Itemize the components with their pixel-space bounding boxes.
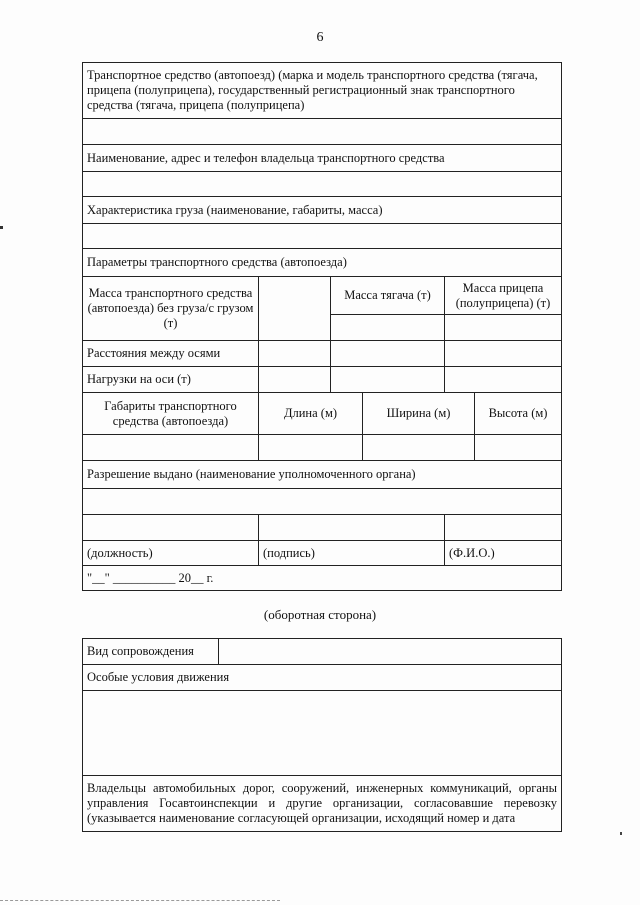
- cargo-label: Характеристика груза (наименование, габариты, масса): [83, 197, 562, 224]
- owners-approval-text: Владельцы автомобильных дорог, сооружений, инженерных коммуникаций, органы управления Госавтоинспекции и другие организации, согласовавшие перевозку (указывается наименование согласующей организации, исходящий номер и дата: [83, 776, 562, 832]
- vehicle-field[interactable]: [83, 119, 562, 145]
- axle-load-field-3[interactable]: [445, 367, 562, 393]
- scan-artifact: [620, 832, 622, 835]
- tractor-mass-label: Масса тягача (т): [331, 277, 445, 315]
- tractor-mass-field[interactable]: [331, 315, 445, 341]
- signature-label: (подпись): [259, 541, 445, 566]
- page-bottom-edge: [0, 900, 280, 901]
- escort-label: Вид сопровождения: [83, 639, 219, 665]
- permit-field[interactable]: [83, 489, 562, 515]
- cargo-field[interactable]: [83, 224, 562, 249]
- vehicle-label: Транспортное средство (автопоезд) (марка и модель транспортного средства (тягача, прицепа (полуприцепа), государственный регистрационный знак транспортного средства (тягача, прицепа (полуприцепа): [83, 63, 562, 119]
- signature-field[interactable]: [259, 515, 445, 541]
- trailer-mass-field[interactable]: [445, 315, 562, 341]
- length-field[interactable]: [259, 435, 363, 461]
- axle-distance-label: Расстояния между осями: [83, 341, 259, 367]
- axle-distance-field-1[interactable]: [259, 341, 331, 367]
- fio-label: (Ф.И.О.): [445, 541, 562, 566]
- trailer-mass-label: Масса прицепа (полуприцепа) (т): [445, 277, 562, 315]
- mass-field[interactable]: [259, 277, 331, 341]
- date-line[interactable]: "__" __________ 20__ г.: [83, 566, 562, 591]
- escort-field[interactable]: [219, 639, 562, 665]
- length-label: Длина (м): [259, 393, 363, 435]
- permit-form-back: [82, 638, 562, 832]
- position-label: (должность): [83, 541, 259, 566]
- special-conditions-field[interactable]: [83, 691, 562, 776]
- params-label: Параметры транспортного средства (автопоезда): [83, 249, 562, 277]
- position-field[interactable]: [83, 515, 259, 541]
- axle-distance-field-3[interactable]: [445, 341, 562, 367]
- width-label: Ширина (м): [363, 393, 475, 435]
- height-label: Высота (м): [475, 393, 562, 435]
- owner-label: Наименование, адрес и телефон владельца транспортного средства: [83, 145, 562, 172]
- axle-load-field-1[interactable]: [259, 367, 331, 393]
- scan-artifact: [0, 226, 3, 229]
- special-conditions-label: Особые условия движения: [83, 665, 562, 691]
- owner-field[interactable]: [83, 172, 562, 197]
- height-field[interactable]: [475, 435, 562, 461]
- fio-field[interactable]: [445, 515, 562, 541]
- width-field[interactable]: [363, 435, 475, 461]
- mass-label: Масса транспортного средства (автопоезда) без груза/с грузом (т): [83, 277, 259, 341]
- page-number: 6: [316, 30, 324, 45]
- dimensions-label: Габариты транспортного средства (автопоезда): [83, 393, 259, 435]
- permit-label: Разрешение выдано (наименование уполномоченного органа): [83, 461, 562, 489]
- axle-load-label: Нагрузки на оси (т): [83, 367, 259, 393]
- permit-form-front: [82, 62, 562, 591]
- axle-distance-field-2[interactable]: [331, 341, 445, 367]
- reverse-side-caption: (оборотная сторона): [263, 607, 377, 622]
- dimensions-field[interactable]: [83, 435, 259, 461]
- axle-load-field-2[interactable]: [331, 367, 445, 393]
